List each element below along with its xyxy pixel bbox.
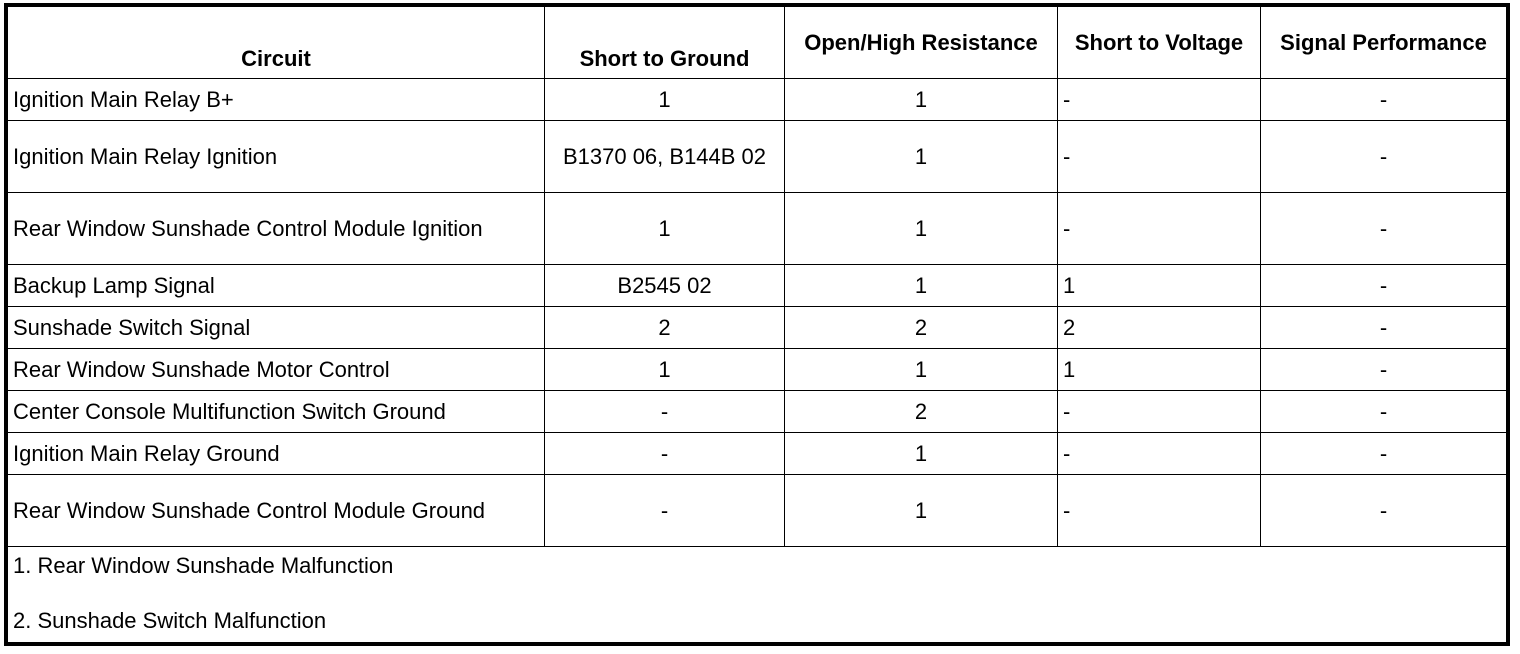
open-high-resistance-cell: 1: [785, 433, 1058, 475]
footnote-2: 2. Sunshade Switch Malfunction: [13, 608, 327, 633]
circuit-cell: Sunshade Switch Signal: [8, 307, 545, 349]
table-row: [8, 433, 1507, 475]
signal-performance-cell: -: [1261, 475, 1507, 547]
table-row: [8, 193, 1507, 265]
signal-performance-cell: -: [1261, 79, 1507, 121]
open-high-resistance-cell: 2: [785, 307, 1058, 349]
signal-performance-cell: -: [1261, 307, 1507, 349]
circuit-diagnostic-table-container: [7, 6, 1507, 643]
short-to-voltage-cell: -: [1058, 79, 1261, 121]
circuit-cell: Ignition Main Relay Ground: [8, 433, 545, 475]
short-to-voltage-cell: -: [1058, 193, 1261, 265]
short-to-ground-cell: 1: [545, 193, 785, 265]
short-to-voltage-cell: 1: [1058, 265, 1261, 307]
open-high-resistance-cell: 1: [785, 475, 1058, 547]
table-row: [8, 79, 1507, 121]
table-row: [8, 349, 1507, 391]
short-to-voltage-cell: -: [1058, 433, 1261, 475]
circuit-cell: Ignition Main Relay B+: [8, 79, 545, 121]
header-short-to-ground: Short to Ground: [545, 7, 785, 79]
table-row: [8, 391, 1507, 433]
header-circuit: Circuit: [8, 7, 545, 79]
short-to-ground-cell: 2: [545, 307, 785, 349]
open-high-resistance-cell: 1: [785, 79, 1058, 121]
open-high-resistance-cell: 2: [785, 391, 1058, 433]
circuit-cell: Rear Window Sunshade Control Module Ground: [8, 475, 545, 547]
open-high-resistance-cell: 1: [785, 349, 1058, 391]
short-to-ground-cell: -: [545, 433, 785, 475]
notes-cell: [8, 547, 1507, 643]
table-row: [8, 475, 1507, 547]
short-to-ground-cell: B2545 02: [545, 265, 785, 307]
short-to-ground-cell: -: [545, 475, 785, 547]
table-header-row: [8, 7, 1507, 79]
open-high-resistance-cell: 1: [785, 265, 1058, 307]
short-to-ground-cell: 1: [545, 349, 785, 391]
header-short-to-voltage: Short to Voltage: [1058, 7, 1261, 79]
open-high-resistance-cell: 1: [785, 193, 1058, 265]
table-row: [8, 265, 1507, 307]
circuit-cell: Rear Window Sunshade Motor Control: [8, 349, 545, 391]
signal-performance-cell: -: [1261, 121, 1507, 193]
circuit-cell: Rear Window Sunshade Control Module Ignition: [8, 193, 545, 265]
signal-performance-cell: -: [1261, 391, 1507, 433]
short-to-voltage-cell: -: [1058, 391, 1261, 433]
table-row: [8, 121, 1507, 193]
open-high-resistance-cell: 1: [785, 121, 1058, 193]
signal-performance-cell: -: [1261, 349, 1507, 391]
short-to-ground-cell: B1370 06, B144B 02: [545, 121, 785, 193]
short-to-voltage-cell: 2: [1058, 307, 1261, 349]
circuit-cell: Ignition Main Relay Ignition: [8, 121, 545, 193]
signal-performance-cell: -: [1261, 193, 1507, 265]
short-to-voltage-cell: -: [1058, 121, 1261, 193]
header-open-high-resistance: Open/High Resistance: [785, 7, 1058, 79]
short-to-voltage-cell: -: [1058, 475, 1261, 547]
circuit-diagnostic-table: [7, 6, 1507, 643]
short-to-ground-cell: 1: [545, 79, 785, 121]
signal-performance-cell: -: [1261, 265, 1507, 307]
signal-performance-cell: -: [1261, 433, 1507, 475]
table-row: [8, 307, 1507, 349]
footnote-1: 1. Rear Window Sunshade Malfunction: [13, 553, 394, 578]
short-to-voltage-cell: 1: [1058, 349, 1261, 391]
circuit-cell: Backup Lamp Signal: [8, 265, 545, 307]
short-to-ground-cell: -: [545, 391, 785, 433]
circuit-cell: Center Console Multifunction Switch Ground: [8, 391, 545, 433]
notes-row: [8, 547, 1507, 643]
header-signal-performance: Signal Performance: [1261, 7, 1507, 79]
